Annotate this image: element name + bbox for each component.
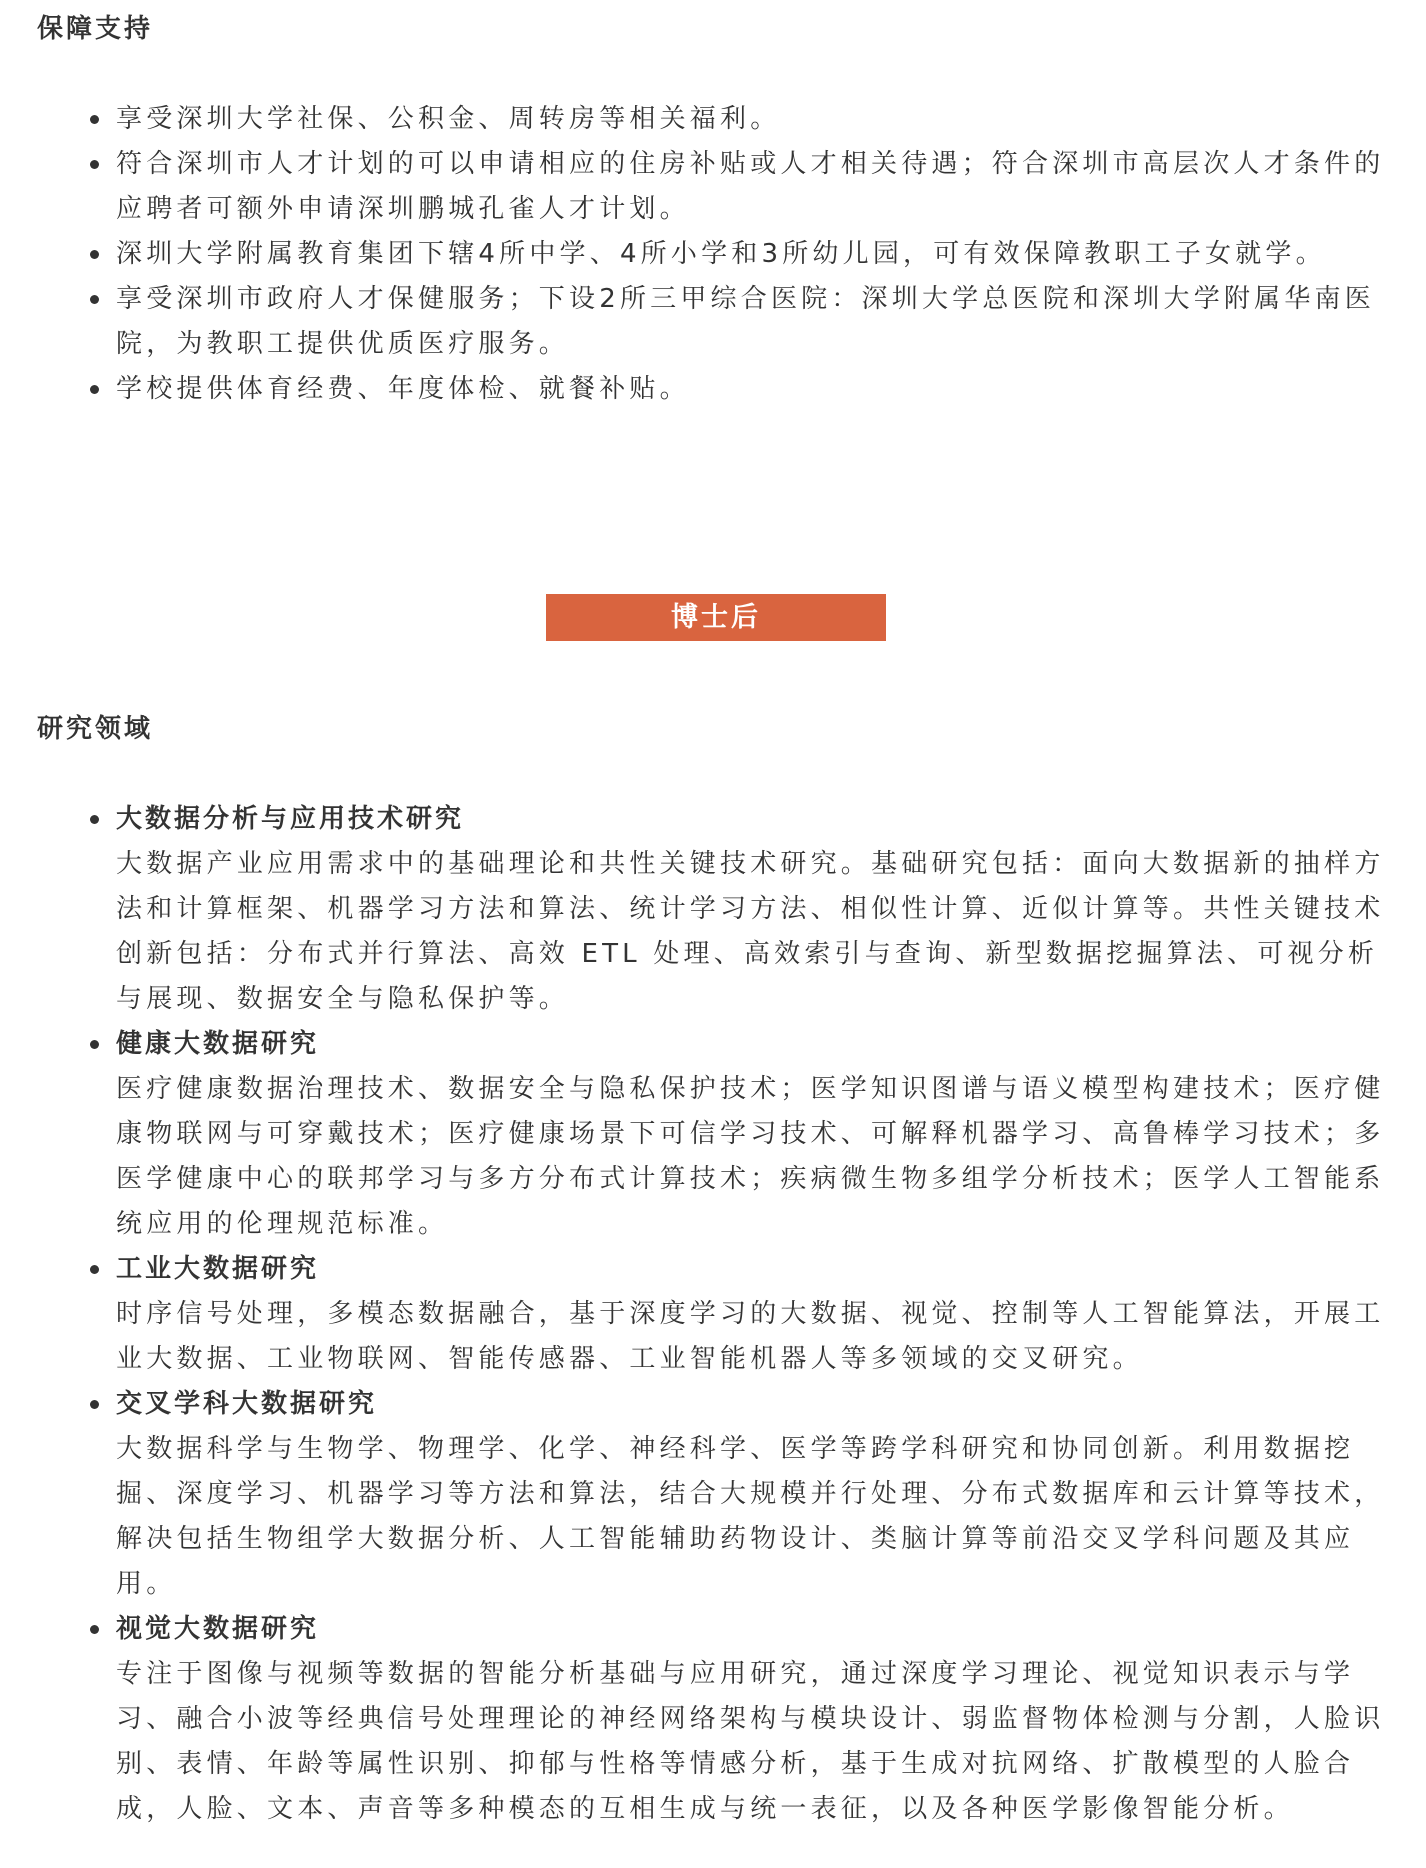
list-item bbox=[90, 1382, 1395, 1607]
list-item bbox=[90, 1022, 1395, 1247]
research-item-desc: 大数据科学与生物学、物理学、化学、神经科学、医学等跨学科研究和协同创新。利用数据挖掘、深度学习、机器学习等方法和算法，结合大规模并行处理、分布式数据库和云计算等技术，解决包括生物组学大数据分析、人工智能辅助药物设计、类脑计算等前沿交叉学科问题及其应用。 bbox=[116, 1434, 1385, 1599]
research-item-title: 工业大数据研究 bbox=[116, 1254, 320, 1284]
list-item: 享受深圳大学社保、公积金、周转房等相关福利。 bbox=[90, 97, 1395, 142]
list-item: 符合深圳市人才计划的可以申请相应的住房补贴或人才相关待遇；符合深圳市高层次人才条件的应聘者可额外申请深圳鹏城孔雀人才计划。 bbox=[90, 142, 1395, 232]
research-item-title: 大数据分析与应用技术研究 bbox=[116, 804, 465, 834]
research-item-desc: 时序信号处理，多模态数据融合，基于深度学习的大数据、视觉、控制等人工智能算法，开展工业大数据、工业物联网、智能传感器、工业智能机器人等多领域的交叉研究。 bbox=[116, 1299, 1385, 1374]
list-item: 深圳大学附属教育集团下辖4所中学、4所小学和3所幼儿园，可有效保障教职工子女就学。 bbox=[90, 232, 1395, 277]
support-heading: 保障支持 bbox=[37, 14, 154, 44]
list-item: 享受深圳市政府人才保健服务；下设2所三甲综合医院：深圳大学总医院和深圳大学附属华南医院，为教职工提供优质医疗服务。 bbox=[90, 277, 1395, 367]
list-item: 学校提供体育经费、年度体检、就餐补贴。 bbox=[90, 367, 1395, 412]
list-item bbox=[90, 1607, 1395, 1832]
list-item bbox=[90, 1247, 1395, 1382]
research-item-desc: 专注于图像与视频等数据的智能分析基础与应用研究，通过深度学习理论、视觉知识表示与学习、融合小波等经典信号处理理论的神经网络架构与模块设计、弱监督物体检测与分割，人脸识别、表情、年龄等属性识别、抑郁与性格等情感分析，基于生成对抗网络、扩散模型的人脸合成，人脸、文本、声音等多种模态的互相生成与统一表征，以及各种医学影像智能分析。 bbox=[116, 1659, 1385, 1824]
research-list bbox=[90, 797, 1395, 1832]
research-heading: 研究领域 bbox=[37, 714, 154, 744]
research-item-desc: 医疗健康数据治理技术、数据安全与隐私保护技术；医学知识图谱与语义模型构建技术；医疗健康物联网与可穿戴技术；医疗健康场景下可信学习技术、可解释机器学习、高鲁棒学习技术；多医学健康中心的联邦学习与多方分布式计算技术；疾病微生物多组学分析技术；医学人工智能系统应用的伦理规范标准。 bbox=[116, 1074, 1385, 1239]
research-item-title: 交叉学科大数据研究 bbox=[116, 1389, 378, 1419]
research-item-title: 健康大数据研究 bbox=[116, 1029, 320, 1059]
list-item bbox=[90, 797, 1395, 1022]
support-list bbox=[90, 97, 1395, 412]
research-item-title: 视觉大数据研究 bbox=[116, 1614, 320, 1644]
postdoc-banner: 博士后 bbox=[546, 594, 886, 641]
research-item-desc: 大数据产业应用需求中的基础理论和共性关键技术研究。基础研究包括：面向大数据新的抽样方法和计算框架、机器学习方法和算法、统计学习方法、相似性计算、近似计算等。共性关键技术创新包括：分布式并行算法、高效 ETL 处理、高效索引与查询、新型数据挖掘算法、可视分析与展现、数据安全与隐私保护等。 bbox=[116, 849, 1385, 1014]
